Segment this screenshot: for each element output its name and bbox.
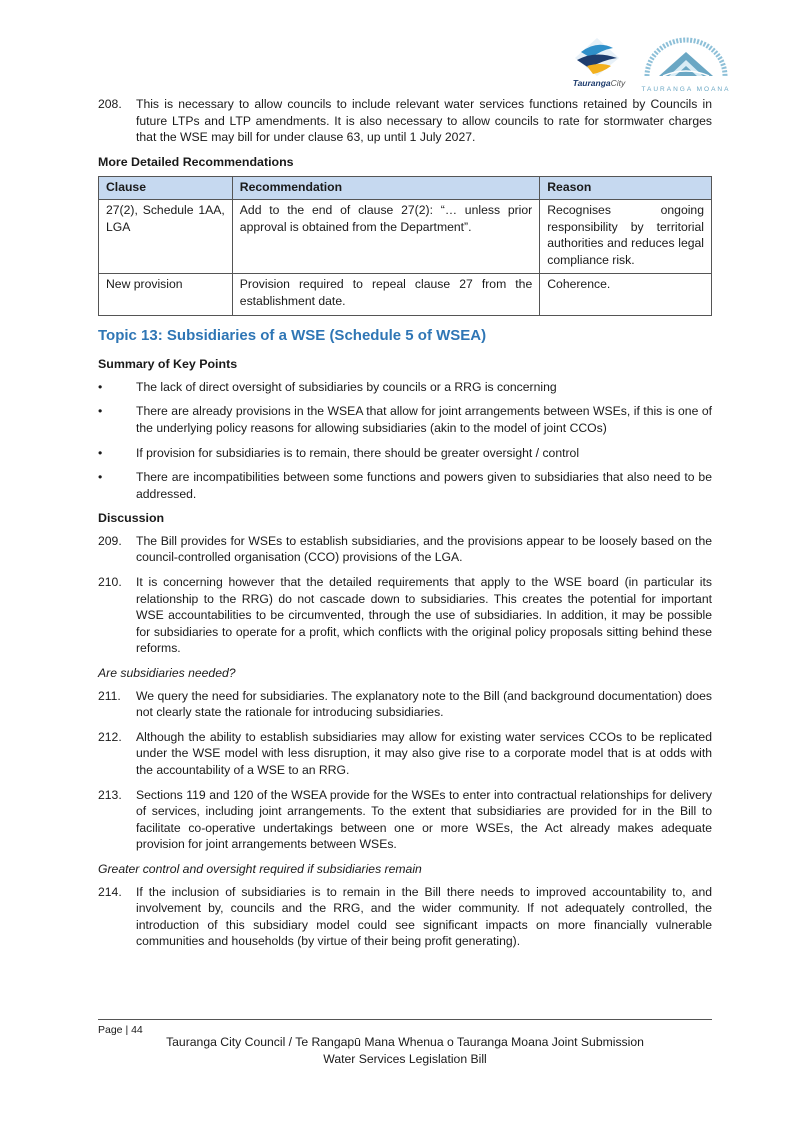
bullet-icon: • [98, 445, 103, 460]
bullet-icon: • [98, 470, 103, 485]
paragraph-text: The Bill provides for WSEs to establish subsidiaries, and the provisions appear to be loosely based on the council-controlled organisation (CCO) provisions of the LGA. [136, 533, 712, 565]
moana-logo-text: TAURANGA MOANA [641, 86, 731, 93]
paragraph-209 [98, 533, 712, 566]
table-header-row [99, 177, 712, 200]
paragraph-214 [98, 884, 712, 950]
paragraph-text: Although the ability to establish subsidiaries may allow for existing water services CCOs to be replicated under the WSE model with less disruption, it may also give rise to a corporate model that is at odds with the accountability of a WSE to an RRG. [136, 729, 712, 777]
table-cell-clause: 27(2), Schedule 1AA, LGA [99, 199, 233, 273]
list-item: • The lack of direct oversight of subsidiaries by councils or a RRG is concerning [98, 379, 557, 394]
paragraph-number: 208. [98, 97, 122, 111]
paragraph-211 [98, 688, 712, 721]
paragraph-number: 214. [98, 884, 122, 899]
paragraph-text: We query the need for subsidiaries. The explanatory note to the Bill (and background documentation) does not clearly state the rationale for introducing subsidiaries. [136, 688, 712, 720]
paragraph-number: 211. [98, 688, 121, 703]
list-item: • If provision for subsidiaries is to remain, there should be greater oversight / control [98, 445, 580, 460]
paragraph-210 [98, 574, 712, 657]
header-reason: Reason [540, 177, 712, 200]
discussion-heading: Discussion [98, 511, 165, 526]
paragraph-212 [98, 729, 712, 779]
footer-divider [98, 1019, 712, 1020]
header-clause: Clause [99, 177, 233, 200]
header-recommendation: Recommendation [232, 177, 539, 200]
paragraph-number: 209. [98, 533, 122, 548]
tauranga-city-emblem-icon [567, 36, 627, 78]
topic-title: Topic 13: Subsidiaries of a WSE (Schedule 5 of WSEA) [98, 326, 487, 344]
footer-line-2: Water Services Legislation Bill [323, 1052, 487, 1066]
subheading-subsidiaries-needed: Are subsidiaries needed? [98, 666, 236, 681]
paragraph-text: Sections 119 and 120 of the WSEA provide for the WSEs to enter into contractual relationships for delivery of services, including joint arrangements. To the extent that subsidiaries are provided for in the Bill to facilitate co-operative undertakings between one or more WSEs, the Act already makes adequate provision for joint arrangements between WSEs. [136, 787, 712, 852]
paragraph-number: 210. [98, 575, 122, 590]
paragraph-text: It is concerning however that the detailed requirements that apply to the WSE board (in particular its relationship to the RRG) do not cascade down to subsidiaries. This creates the potential for important WSE accountabilities to be circumvented, through the use of subsidiaries. In addition, it may be possible for subsidiaries to operate for a profit, which conflicts with the original policy proposals sitting behind these reforms. [136, 575, 712, 656]
table-row [99, 199, 712, 273]
city-logo-text: TaurangaCity [572, 78, 626, 88]
paragraph-208 [98, 96, 712, 146]
paragraph-number: 213. [98, 787, 122, 802]
table-cell-recommendation: Add to the end of clause 27(2): “… unless prior approval is obtained from the Department”. [232, 199, 539, 273]
subheading-greater-control: Greater control and oversight required if subsidiaries remain [98, 861, 422, 876]
key-points-list [98, 379, 712, 503]
bullet-icon: • [98, 404, 103, 419]
list-item: • There are already provisions in the WSEA that allow for joint arrangements between WSEs, if this is one of the underlying policy reasons for allowing subsidiaries (akin to the model of joint CCOs) [98, 404, 712, 435]
paragraph-text: If the inclusion of subsidiaries is to remain in the Bill there needs to improved accountability to, and involvement by, councils and the RRG, and the wider community. If not adequately controlled, the introduction of this subsidiary model could see significant impacts on more financially vulnerable communities and households (by virtue of their being profit generating). [136, 884, 712, 949]
table-row [99, 274, 712, 315]
page-content [98, 96, 712, 958]
page-number: Page | 44 [98, 1024, 143, 1036]
summary-heading: Summary of Key Points [98, 357, 238, 372]
tauranga-moana-logo [641, 36, 731, 92]
mana-whenua-emblem-icon [641, 36, 731, 82]
recommendations-heading: More Detailed Recommendations [98, 154, 294, 169]
list-item: • There are incompatibilities between some functions and powers given to subsidiaries that also need to be addressed. [98, 470, 712, 501]
tauranga-city-logo [567, 36, 627, 92]
paragraph-text: This is necessary to allow councils to include relevant water services functions retained by Councils in future LTPs and LTP amendments. It is also necessary to allow councils to rate for stormwater charges that the WSE may bill for under clause 63, up until 1 July 2027. [136, 97, 712, 145]
bullet-icon: • [98, 379, 103, 394]
table-cell-reason: Coherence. [540, 274, 712, 315]
table-cell-recommendation: Provision required to repeal clause 27 from the establishment date. [232, 274, 539, 315]
paragraph-213 [98, 787, 712, 853]
header-logos [567, 36, 731, 92]
recommendations-table [98, 176, 712, 315]
table-cell-clause: New provision [99, 274, 233, 315]
footer [98, 1034, 712, 1068]
footer-line-1: Tauranga City Council / Te Rangapū Mana Whenua o Tauranga Moana Joint Submission [166, 1035, 644, 1049]
paragraph-number: 212. [98, 729, 122, 744]
table-cell-reason: Recognises ongoing responsibility by territorial authorities and reduces legal compliance risk. [540, 199, 712, 273]
